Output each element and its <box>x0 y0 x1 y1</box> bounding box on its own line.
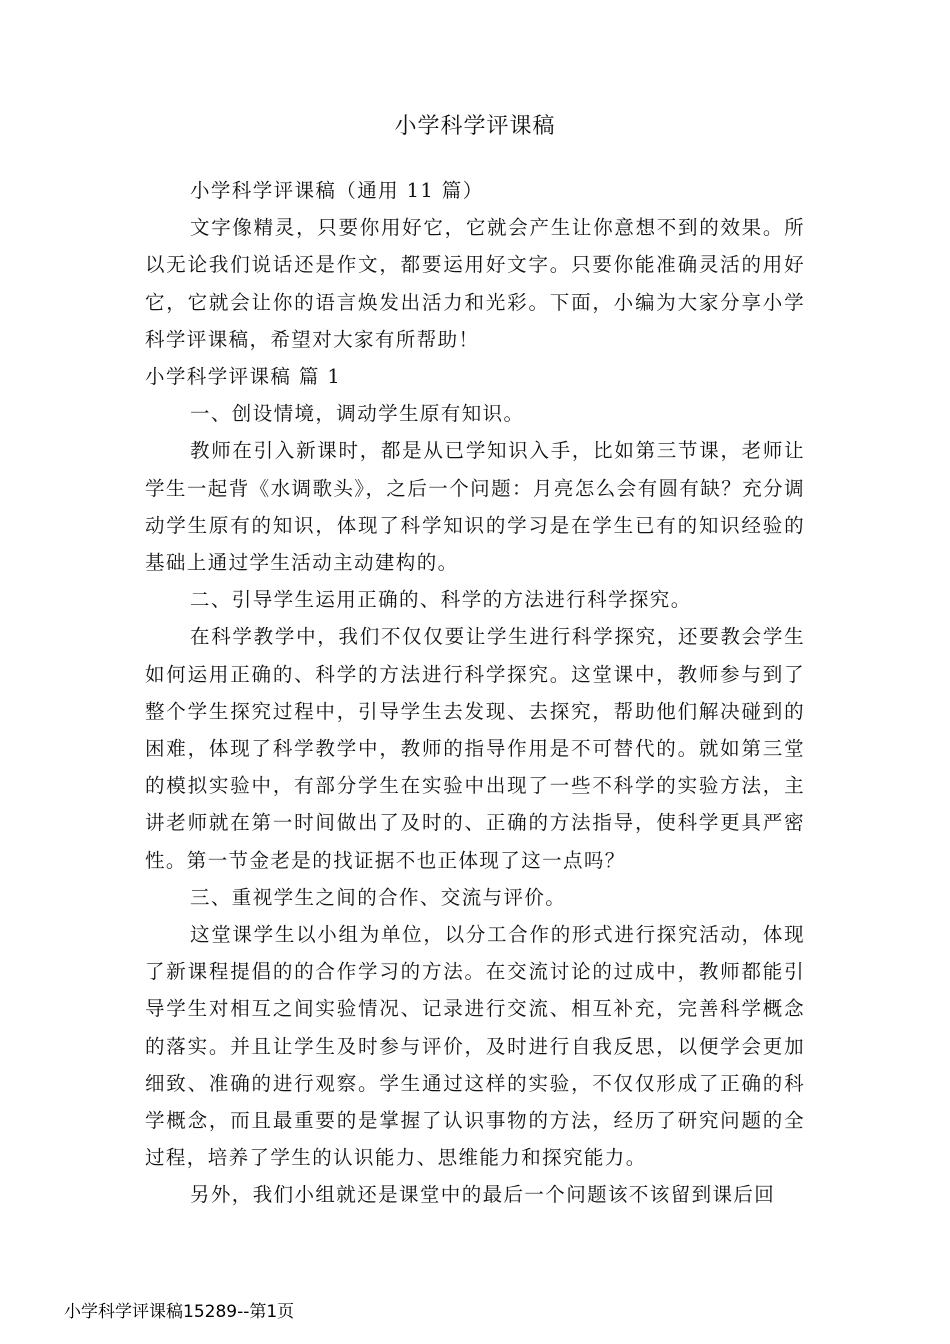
body-paragraph-2: 在科学教学中，我们不仅仅要让学生进行科学探究，还要教会学生如何运用正确的、科学的方法进行科学探究。这堂课中，教师参与到了整个学生探究过程中，引导学生去发现、去探究，帮助他们解决碰到的困难，体现了科学教学中，教师的指导作用是不可替代的。就如第三堂的模拟实验中，有部分学生在实验中出现了一些不科学的实验方法，主讲老师就在第一时间做出了及时的、正确的方法指导，使科学更具严密性。第一节金老是的找证据不也正体现了这一点吗？ <box>145 625 805 872</box>
page-footer: 小学科学评课稿15289--第1页 <box>64 1302 295 1322</box>
body-paragraph-3: 这堂课学生以小组为单位，以分工合作的形式进行探究活动，体现了新课程提倡的的合作学习的方法。在交流讨论的过成中，教师都能引导学生对相互之间实验情况、记录进行交流、相互补充，完善科学概念的落实。并且让学生及时参与评价，及时进行自我反思，以便学会更加细致、准确的进行观察。学生通过这样的实验，不仅仅形成了正确的科学概念，而且最重要的是掌握了认识事物的方法，经历了研究问题的全过程，培养了学生的认识能力、思维能力和探究能力。 <box>145 923 805 1170</box>
body-paragraph-4: 另外，我们小组就还是课堂中的最后一个问题该不该留到课后回 <box>190 1183 776 1207</box>
point-heading-3: 三、重视学生之间的合作、交流与评价。 <box>190 885 567 909</box>
document-title: 小学科学评课稿 <box>394 114 556 139</box>
document-body <box>145 172 805 1214</box>
body-paragraph-1: 教师在引入新课时，都是从已学知识入手，比如第三节课，老师让学生一起背《水调歌头》，之后一个问题：月亮怎么会有圆有缺？充分调动学生原有的知识，体现了科学知识的学习是在学生已有的知识经验的基础上通过学生活动主动建构的。 <box>145 439 805 575</box>
point-heading-1: 一、创设情境，调动学生原有知识。 <box>190 402 525 426</box>
intro-paragraph: 文字像精灵，只要你用好它，它就会产生让你意想不到的效果。所以无论我们说话还是作文，都要运用好文字。只要你能准确灵活的用好它，它就会让你的语言焕发出活力和光彩。下面，小编为大家分享小学科学评课稿，希望对大家有所帮助！ <box>145 216 805 351</box>
subtitle-paragraph: 小学科学评课稿（通用 11 篇） <box>190 179 484 202</box>
point-heading-2: 二、引导学生运用正确的、科学的方法进行科学探究。 <box>190 588 692 612</box>
section-heading: 小学科学评课稿 篇 1 <box>145 365 342 389</box>
